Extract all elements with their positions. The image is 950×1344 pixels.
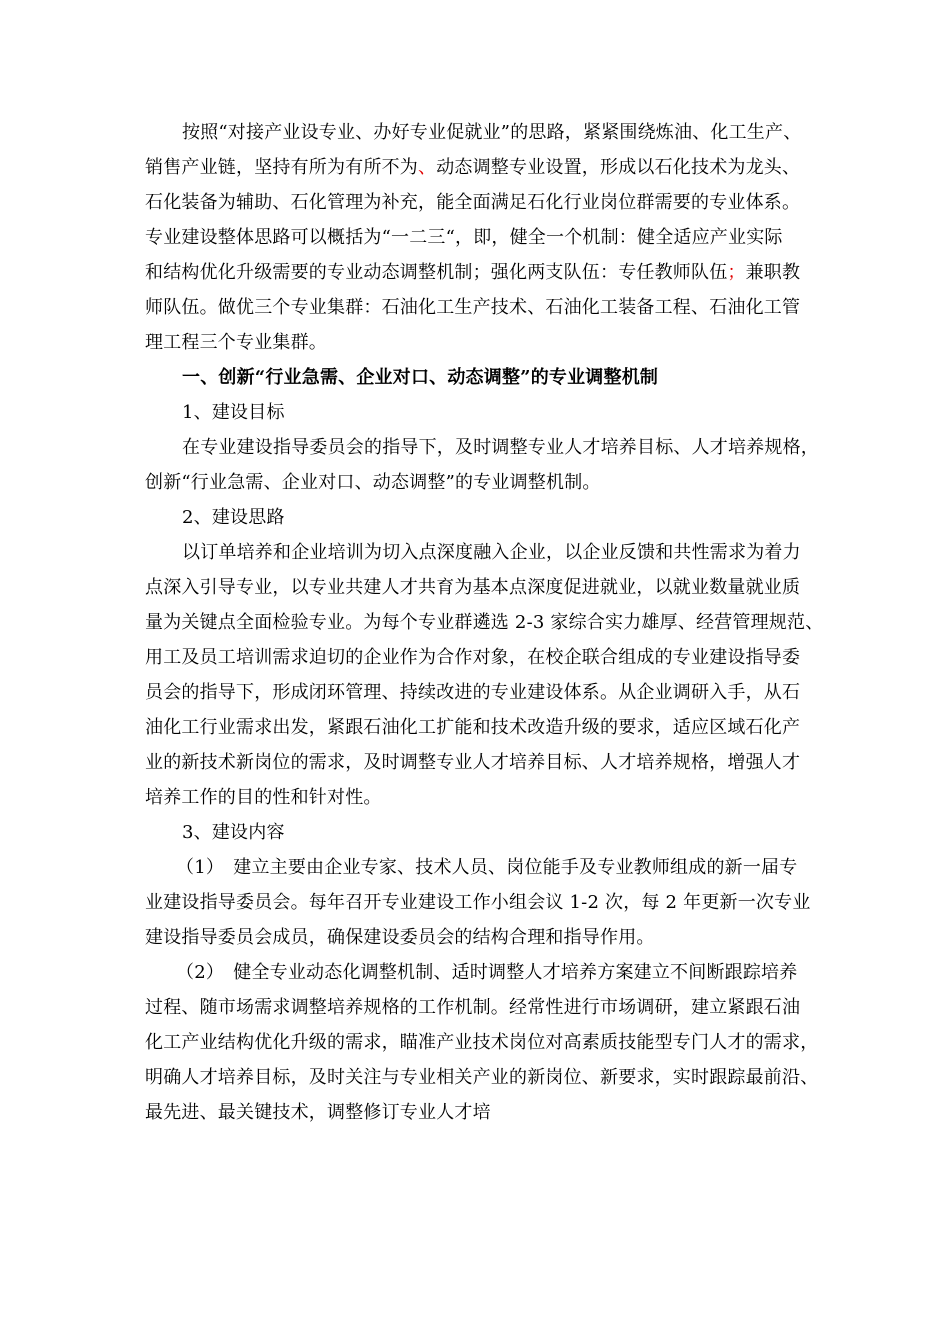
subsection-heading: 3、建设内容 — [182, 822, 285, 843]
text-span: 动态调整专业设置，形成以石化技术为龙头、 — [436, 157, 801, 178]
paragraph-line: 油化工行业需求出发，紧跟石油化工扩能和技术改造升级的要求，适应区域石化产 — [145, 717, 801, 738]
paragraph-line: 明确人才培养目标，及时关注与专业相关产业的新岗位、新要求，实时跟踪最前沿、 — [145, 1067, 819, 1088]
paragraph-line — [145, 157, 865, 179]
paragraph-line: 理工程三个专业集群。 — [145, 332, 327, 353]
paragraph-line: 量为关键点全面检验专业。为每个专业群遴选 2-3 家综合实力雄厚、经营管理规范、 — [145, 612, 824, 633]
red-punctuation: 、 — [418, 157, 437, 178]
section-heading: 一、创新“行业急需、企业对口、动态调整”的专业调整机制 — [182, 367, 659, 388]
paragraph-line: 石化装备为辅助、石化管理为补充，能全面满足石化行业岗位群需要的专业体系。 — [145, 192, 801, 213]
subsection-heading: 2、建设思路 — [182, 507, 285, 528]
paragraph-line: 用工及员工培训需求迫切的企业作为合作对象，在校企联合组成的专业建设指导委 — [145, 647, 801, 668]
text-span: 销售产业链，坚持有所为有所不为 — [145, 157, 418, 178]
subsection-heading: 1、建设目标 — [182, 402, 285, 423]
paragraph-line: 以订单培养和企业培训为切入点深度融入企业，以企业反馈和共性需求为着力 — [182, 542, 801, 563]
red-punctuation: ； — [727, 262, 746, 283]
paragraph-line: 建设指导委员会成员，确保建设委员会的结构合理和指导作用。 — [145, 927, 655, 948]
text-span: 和结构优化升级需要的专业动态调整机制；强化两支队伍：专任教师队伍 — [145, 262, 728, 283]
paragraph-line: 培养工作的目的性和针对性。 — [145, 787, 382, 808]
list-item-line: （2） 健全专业动态化调整机制、适时调整人才培养方案建立不间断跟踪培养 — [176, 962, 798, 983]
paragraph-line: 在专业建设指导委员会的指导下，及时调整专业人才培养目标、人才培养规格， — [182, 437, 819, 458]
paragraph-line: 员会的指导下，形成闭环管理、持续改进的专业建设体系。从企业调研入手，从石 — [145, 682, 801, 703]
paragraph-line: 按照“对接产业设专业、办好专业促就业”的思路，紧紧围绕炼油、化工生产、 — [182, 122, 802, 143]
text-span: 兼职教 — [745, 262, 801, 283]
paragraph-line: 点深入引导专业，以专业共建人才共育为基本点深度促进就业，以就业数量就业质 — [145, 577, 801, 598]
paragraph-line: 业的新技术新岗位的需求，及时调整专业人才培养目标、人才培养规格，增强人才 — [145, 752, 801, 773]
paragraph-line: 创新“行业急需、企业对口、动态调整”的专业调整机制。 — [145, 472, 601, 493]
list-item-line: （1） 建立主要由企业专家、技术人员、岗位能手及专业教师组成的新一届专 — [176, 857, 798, 878]
paragraph-line: 业建设指导委员会。每年召开专业建设工作小组会议 1-2 次，每 2 年更新一次专业 — [145, 892, 811, 913]
paragraph-line: 过程、随市场需求调整培养规格的工作机制。经常性进行市场调研，建立紧跟石油 — [145, 997, 801, 1018]
paragraph-line: 化工产业结构优化升级的需求，瞄准产业技术岗位对高素质技能型专门人才的需求， — [145, 1032, 819, 1053]
paragraph-line: 专业建设整体思路可以概括为“一二三“，即，健全一个机制：健全适应产业实际 — [145, 227, 783, 248]
paragraph-line: 最先进、最关键技术，调整修订专业人才培 — [145, 1102, 491, 1123]
paragraph-line: 师队伍。做优三个专业集群：石油化工生产技术、石油化工装备工程、石油化工管 — [145, 297, 801, 318]
paragraph-line — [145, 262, 865, 284]
